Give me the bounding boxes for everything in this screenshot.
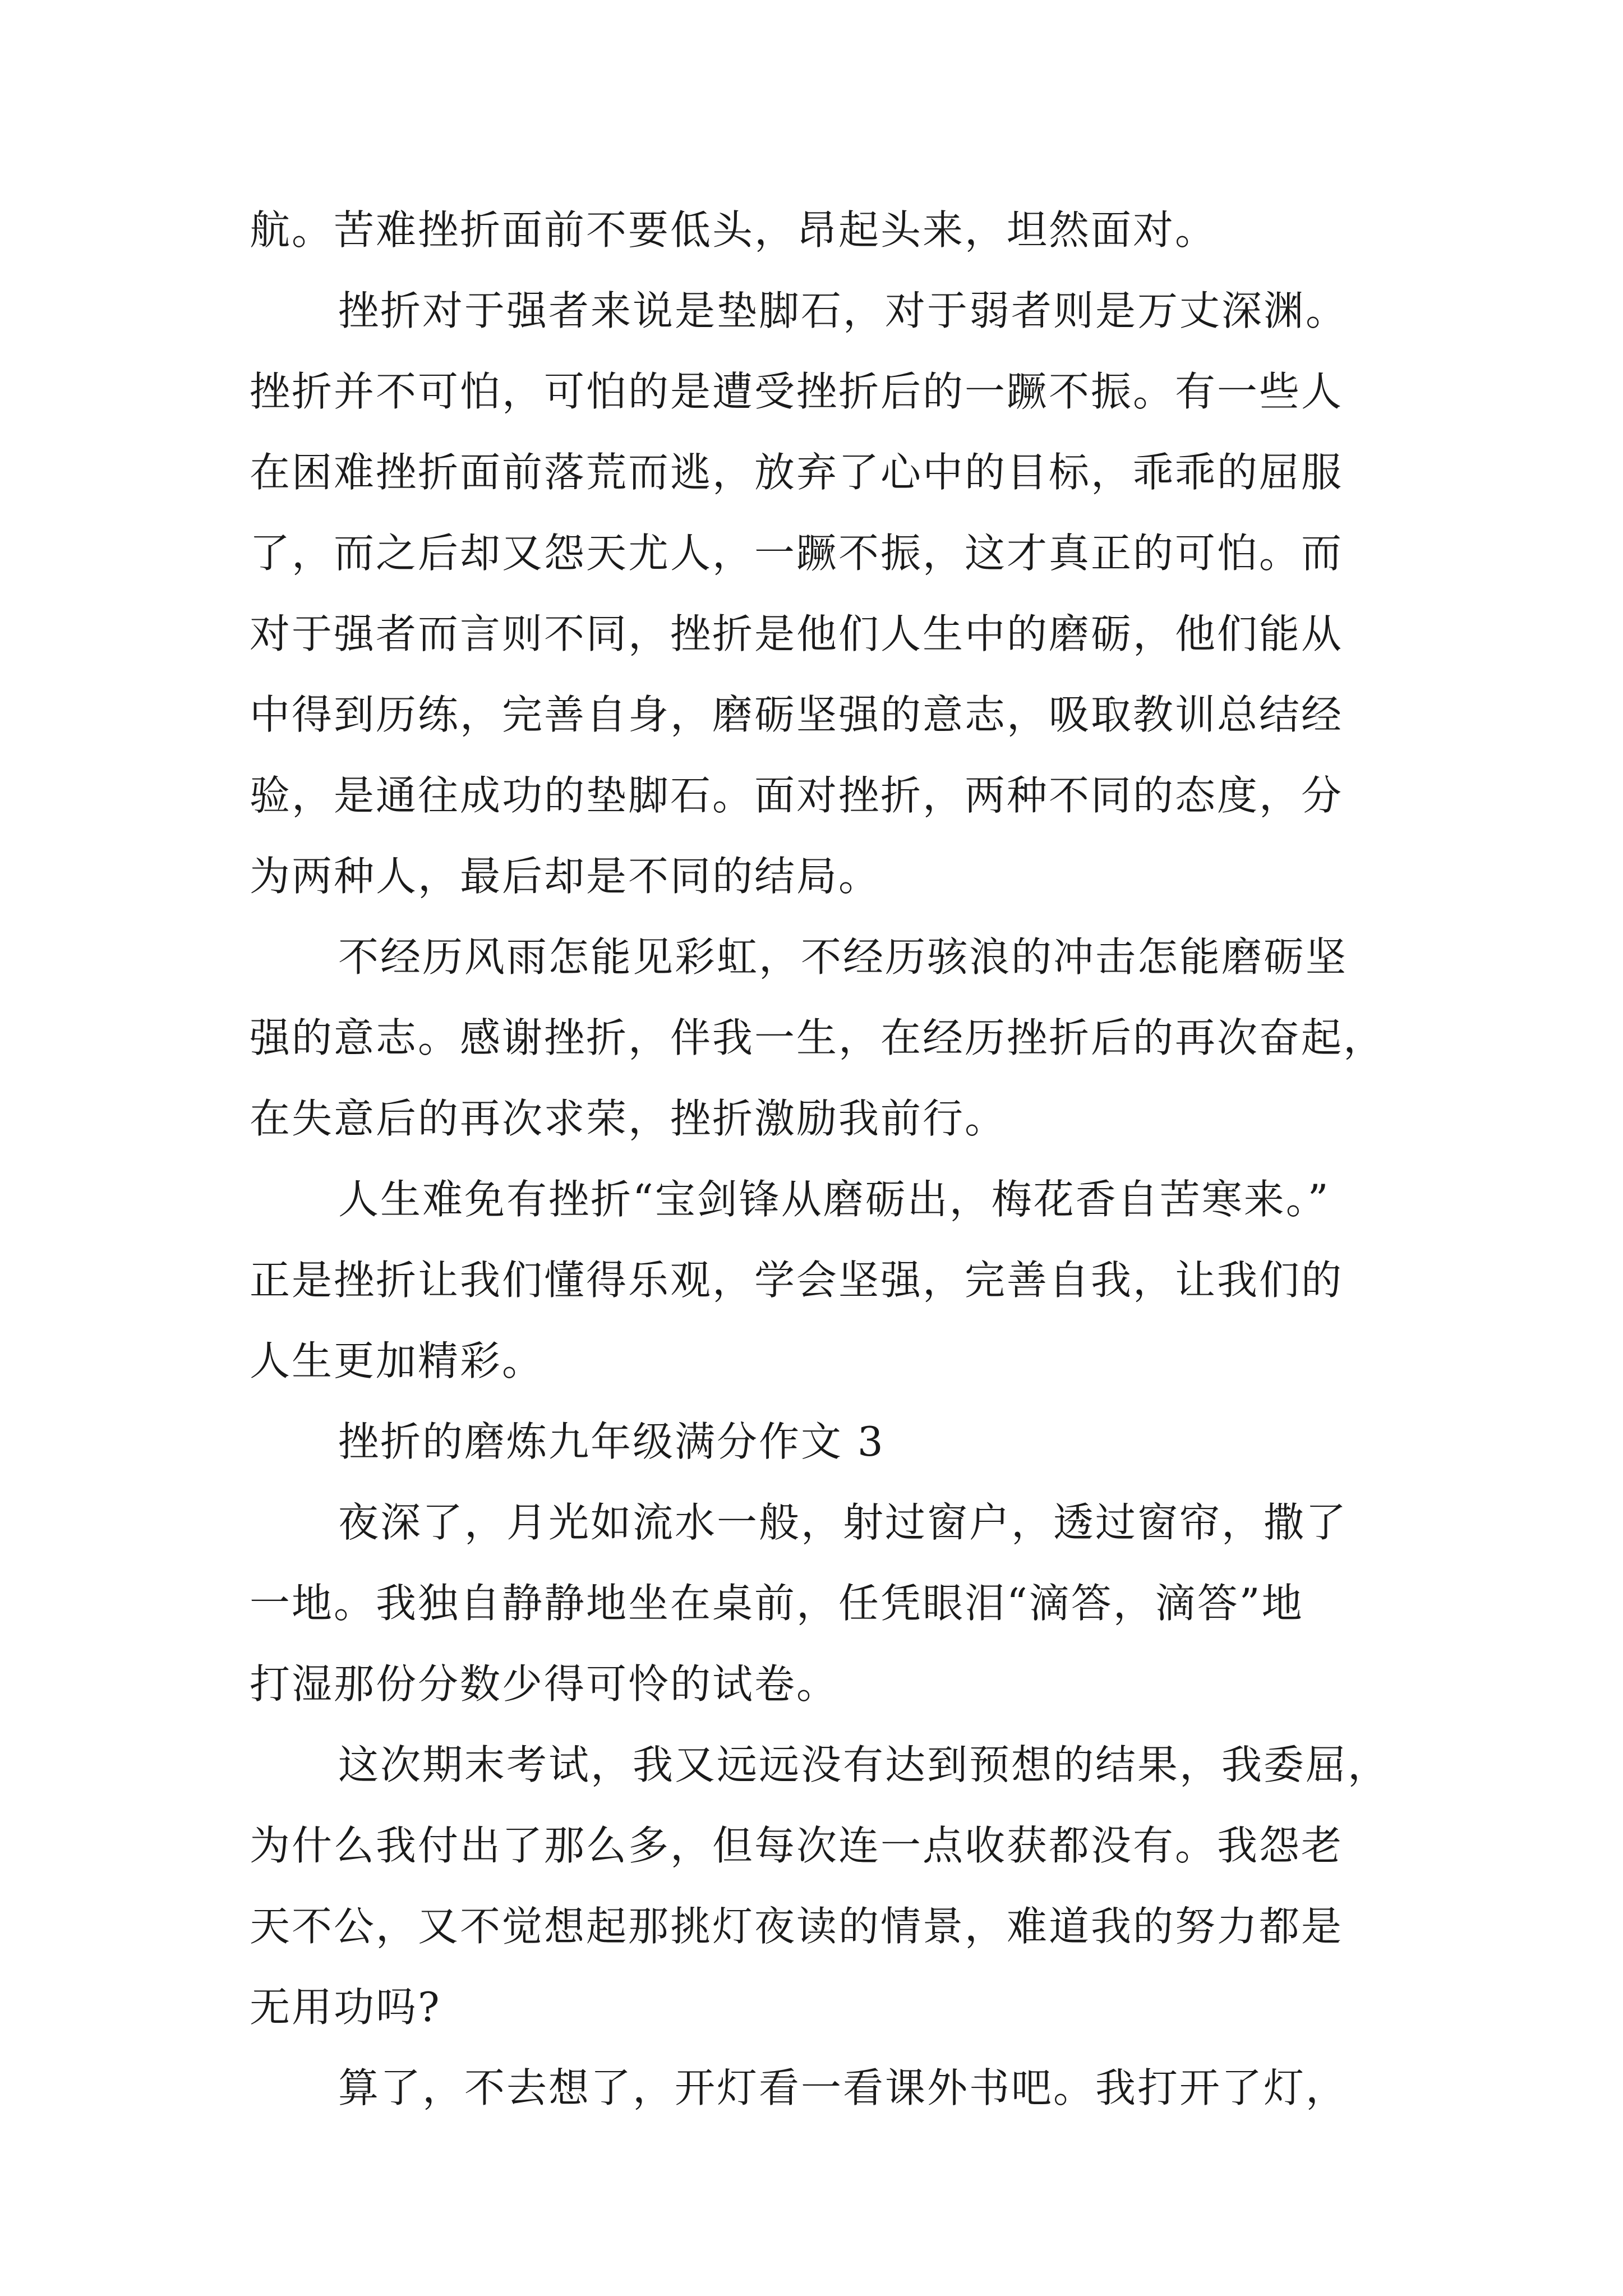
text-line: 了，而之后却又怨天尤人，一蹶不振，这才真正的可怕。而 xyxy=(250,530,1344,577)
section-heading: 挫折的磨炼九年级满分作文 3 xyxy=(338,1418,885,1465)
text-line: 中得到历练，完善自身，磨砺坚强的意志，吸取教训总结经 xyxy=(250,691,1344,738)
text-line: 为两种人，最后却是不同的结局。 xyxy=(250,853,881,900)
text-line: 一地。我独自静静地坐在桌前，任凭眼泪“滴答，滴答”地 xyxy=(250,1580,1304,1627)
text-line: 打湿那份分数少得可怜的试卷。 xyxy=(250,1660,839,1708)
text-line: 无用功吗? xyxy=(250,1984,441,2031)
text-line: 人生更加精彩。 xyxy=(250,1337,545,1384)
text-line: 强的意志。感谢挫折，伴我一生，在经历挫折后的再次奋起， xyxy=(250,1014,1386,1061)
text-line: 挫折并不可怕，可怕的是遭受挫折后的一蹶不振。有一些人 xyxy=(250,368,1344,415)
paragraph-start-line: 夜深了，月光如流水一般，射过窗户，透过窗帘，撒了 xyxy=(338,1499,1348,1546)
text-line: 航。苦难挫折面前不要低头，昂起头来，坦然面对。 xyxy=(250,206,1218,254)
text-line: 在失意后的再次求荣，挫折激励我前行。 xyxy=(250,1095,1007,1142)
paragraph-start-line: 这次期末考试，我又远远没有达到预想的结果，我委屈， xyxy=(338,1741,1390,1788)
text-line: 验，是通往成功的垫脚石。面对挫折，两种不同的态度，分 xyxy=(250,772,1344,819)
text-line: 对于强者而言则不同，挫折是他们人生中的磨砺，他们能从 xyxy=(250,610,1344,657)
paragraph-start-line: 挫折对于强者来说是垫脚石，对于弱者则是万丈深渊。 xyxy=(338,287,1348,334)
text-line: 天不公，又不觉想起那挑灯夜读的情景，难道我的努力都是 xyxy=(250,1903,1344,1950)
document-page xyxy=(250,190,1433,2128)
text-line: 正是挫折让我们懂得乐观，学会坚强，完善自我，让我们的 xyxy=(250,1257,1344,1304)
paragraph-start-line: 不经历风雨怎能见彩虹，不经历骇浪的冲击怎能磨砺坚 xyxy=(338,933,1348,981)
paragraph-start-line: 人生难免有挫折“宝剑锋从磨砺出，梅花香自苦寒来。” xyxy=(338,1176,1330,1223)
paragraph-start-line: 算了，不去想了，开灯看一看课外书吧。我打开了灯， xyxy=(338,2064,1348,2111)
text-line: 为什么我付出了那么多，但每次连一点收获都没有。我怨老 xyxy=(250,1822,1344,1869)
text-line: 在困难挫折面前落荒而逃，放弃了心中的目标，乖乖的屈服 xyxy=(250,449,1344,496)
